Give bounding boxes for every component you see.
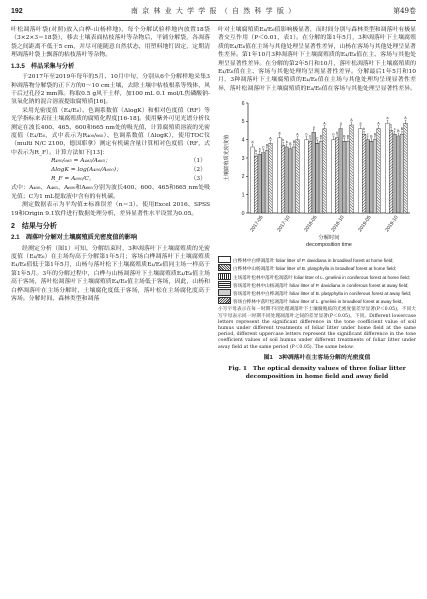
significance-label: a <box>386 116 389 121</box>
equation-3 <box>11 175 210 184</box>
equation-3-number: （3） <box>190 176 206 183</box>
paragraph-equation-terms: 式中：A₄₀₀、A₄₆₅、A₆₀₀和A₆₆₅分别为波长400、600、465和665 nm处吸光值；C为1 mL提取液中含有的有机碳。 <box>11 185 210 200</box>
significance-label: b <box>363 127 366 132</box>
bar <box>343 142 347 214</box>
bar <box>296 140 300 213</box>
running-header <box>11 6 416 17</box>
legend-item-2: 白桦林中山杨凋落叶 foliar litter of B. platyphylla in broadleaf forest at home field; <box>218 264 416 272</box>
significance-label: B <box>370 134 373 139</box>
legend-swatch-6 <box>218 297 231 304</box>
equation-2-body: ΔlogK = log(A₄₀₀/A₆₀₀)； <box>51 167 122 174</box>
bar <box>377 129 381 213</box>
legend-swatch-2 <box>218 264 231 271</box>
significance-label: A <box>323 121 326 126</box>
x-tick-label: 2018-05 <box>303 214 319 234</box>
figure-1-caption-en: Fig. 1 The optical density values of three foliar litter decomposition in home field and away field <box>228 364 406 380</box>
figure-1-note: 小写字母表示在每一时期不同处理凋落叶下土壤腐殖质的光密度值差异显著(P＜0.05)，不同大写字母表示同一时期不同处理凋落叶之间的差异显著(P＜0.05)。下同。Different lowercase letters represent the significant difference in the tone coefficient value of soil humus under different treatments of foliar litter under home field at the same period, different uppercase letters represent the significant difference in the tone coefficient values of soil humus under different treatments of foliar litter under away field at the same period (P＜0.05). The same below. <box>218 307 416 350</box>
significance-label: b <box>390 123 393 128</box>
equation-2 <box>11 166 210 175</box>
bar <box>316 144 320 214</box>
significance-label: B <box>292 140 296 145</box>
y-tick-label: 6 <box>241 101 245 108</box>
significance-label: a <box>359 121 362 126</box>
significance-label: A <box>377 121 380 126</box>
significance-label: b <box>332 132 335 137</box>
bar <box>251 147 258 213</box>
y-axis-label: 土壤腐殖质光密度值 <box>224 134 230 182</box>
significance-label: c <box>393 127 396 132</box>
significance-label: B <box>289 142 292 147</box>
x-tick-label: 2019-10 <box>384 214 400 234</box>
legend-swatch-5 <box>218 289 231 296</box>
y-tick-label: 5 <box>241 119 245 126</box>
legend-item-6: 客场白桦林中落叶松凋落叶 foliar litter of L. gmelinii in broadleaf forest at away field。 <box>218 297 416 305</box>
significance-label: a <box>251 140 254 145</box>
bar <box>366 140 370 213</box>
significance-label: c <box>366 132 369 137</box>
significance-label: C <box>315 136 319 141</box>
y-tick-label: 0 <box>241 211 245 218</box>
bar <box>362 134 366 213</box>
bar <box>332 140 336 213</box>
significance-label: b <box>305 132 308 137</box>
significance-label: C <box>261 145 265 150</box>
bar <box>254 156 258 213</box>
significance-label: B <box>373 132 377 137</box>
significance-label: A <box>269 136 272 141</box>
journal-title: 南 京 林 业 大 学 学 报 （ 自 然 科 学 版 ） <box>130 7 297 15</box>
significance-label: b <box>336 131 339 136</box>
bar <box>312 133 316 214</box>
bar <box>258 155 262 214</box>
legend-swatch-3 <box>218 273 231 280</box>
significance-label: A <box>296 132 299 137</box>
bar <box>285 147 289 213</box>
x-axis-label: 分解时间 <box>318 235 340 242</box>
section-heading-2: 2 结果与分析 <box>11 222 57 230</box>
significance-label: a <box>312 125 315 130</box>
figure-1-caption-cn: 图1 3种凋落叶在主客场分解的光密度值 <box>263 354 371 361</box>
equation-1-body: R₄₀₀/₆₆₅ = A₄₆₅/A₆₆₅； <box>51 158 111 165</box>
bar <box>404 123 408 213</box>
x-axis-label: decomposition time <box>306 242 352 249</box>
significance-label: b <box>258 147 261 152</box>
page-number: 192 <box>11 8 23 15</box>
section-heading-2-1: 2.1 凋落叶分解对土壤腐殖质光密度值的影响 <box>11 233 138 241</box>
legend-item-4: 客场落叶松林中山杨凋落叶 foliar litter of P. davidiana in coniferous forest at away field; <box>218 281 416 289</box>
bar <box>346 142 350 214</box>
equation-3-body: R_F = A₆₀₀/C。 <box>51 176 95 183</box>
bar <box>289 149 293 213</box>
bar <box>262 153 266 214</box>
significance-label: B <box>343 134 346 139</box>
significance-label: B <box>319 134 323 139</box>
significance-label: b <box>255 149 258 154</box>
bar <box>397 136 401 213</box>
section-heading-1-3-5: 1.3.5 样品采集与分析 <box>11 62 75 70</box>
significance-label: a <box>339 121 342 126</box>
paragraph-statistics: 测定数据表示为平均值±标准误差（n＝3）。使用Excel 2016、SPSS 19和Origin 9.1软件进行数据处理分析，差异显著性水平设置为0.05。 <box>11 202 210 217</box>
legend-item-5: 客场落叶松林中白桦凋落叶 foliar litter of B. platyphylla in coniferous forest at away field; <box>218 289 416 297</box>
significance-label: B <box>346 134 350 139</box>
bar <box>339 129 343 213</box>
significance-label: A <box>404 116 407 121</box>
header-rule <box>11 20 416 21</box>
bar <box>373 140 377 213</box>
bar <box>319 142 323 214</box>
significance-label: A <box>350 118 353 123</box>
significance-label: B <box>400 127 404 132</box>
bar <box>292 147 296 213</box>
equation-2-number: （2） <box>190 167 206 174</box>
bar <box>269 144 273 214</box>
x-tick-label: 2017-05 <box>249 214 265 234</box>
legend-item-1: 白桦林中白桦凋落叶 foliar litter of P. davidiana in broadleaf forest at home field; <box>218 256 416 264</box>
bar <box>400 134 404 213</box>
x-tick-label: 2019-05 <box>357 214 373 234</box>
figure-1-chart <box>218 95 416 255</box>
bar <box>370 142 374 214</box>
x-tick-label: 2017-10 <box>276 214 292 234</box>
bar <box>308 142 312 214</box>
bar <box>265 151 269 213</box>
right-column <box>218 26 416 381</box>
y-tick-label: 1 <box>241 192 245 199</box>
y-tick-label: 4 <box>241 137 245 144</box>
bar <box>335 138 339 213</box>
volume-label: 第49卷 <box>393 7 416 15</box>
left-column <box>11 26 210 303</box>
legend-item-3: 主场落叶松林中落叶松凋落叶 foliar litter of L. gmelinii in coniferous forest at home field; <box>218 273 416 281</box>
paragraph-results-continued: 叶对土壤腐殖质E₄/E₆值影响极显著，而时间分别与森林类型和凋落叶有极显著交互作用（P＜0.01，表1）。在分解的第1年5月，3种凋落叶下土壤腐殖质的E₄/E₆值在主场与其他处理呈显著性差异，山杨在客场与其他处理呈显著性差异。第1年10月3种凋落叶下土壤腐殖质的E₄/E₆值在主、客场与其他处理呈显著性差异。在分解的第2年5月和10月，落叶松凋落叶下土壤腐殖质的E₄/E₆值在主、客场与其他处理均呈现显著性差异。分解最后1年5月和10月，3种凋落叶下土壤腐殖质的E₄/E₆值在主场与其他处理均呈现显著性差异，落叶松凋落叶下土壤腐殖质的E₄/E₆值在客场与其他处理呈显著性差异。 <box>218 27 416 92</box>
y-tick-label: 2 <box>241 174 245 181</box>
significance-label: b <box>282 138 285 143</box>
significance-label: a <box>278 131 281 136</box>
bar <box>350 125 354 213</box>
significance-label: B <box>265 143 269 148</box>
bar <box>305 140 309 213</box>
significance-label: b <box>285 140 288 145</box>
bar <box>359 127 366 213</box>
paragraph-results-2-1: 经测定分析（图1）可知，分解结束时，3种凋落叶下土壤腐殖质的光密度值（E₄/E₆）在主场均高于分解第1年5月；客场白桦凋落叶下土壤腐殖质E₄/E₆值低于第1年5月，山杨与落叶松下土壤腐殖质E₄/E₆值同主场一样高于第1年5月。3年的分解过程中，白桦与山杨凋落叶下土壤腐殖质E₄/E₆值主场高于客场，落叶松凋落叶下土壤腐殖质E₄/E₆值主场低于客场，因此，山杨和白桦凋落叶在主场分解时，土壤腐化度低于客场，落叶松在主场腐化度高于客场。分解时间、森林类型和凋落 <box>11 245 210 302</box>
bar <box>393 134 397 213</box>
paragraph-optical-indices: 采用光密度值（E₄/E₆）、色调系数值（ΔlogK）和相对色度值（RF）等光学指标来表征土壤腐殖质的腐殖化程度[16-18]。使用紫外可见光谱分析仪测定在波长400、465、600和665 nm处的吸光值，计算腐殖质溶液的光密度值（E₄/E₆，式中表示为R₄₀₀/₆₆₅）、色调系数值（ΔlogK），使用TOC仪（multi N/C 2100，德国耶拿）测定有机碳含量计算相对色度值（RF，式中表示为R_F）。计算方法如下[13]： <box>11 107 210 156</box>
bar <box>281 145 285 213</box>
bar <box>389 131 393 214</box>
significance-label: B <box>397 129 400 134</box>
equation-1 <box>11 157 210 166</box>
bar <box>278 138 285 213</box>
paragraph-sampling: 于2017年至2019年每年的5月、10月中旬，分别从6个分解样地采集3种凋落物分解袋的正下方的0～10 cm土壤，去除土壤中枯枝根系等残体，风干后过孔径2 mm筛。称取0.5 g风干土样，加100 mL 0.1 mol/L焦磷酸钠-氢氧化钠的混合溶液提取腐殖质[16]。 <box>11 74 210 106</box>
optical-density-bar-chart <box>218 95 416 255</box>
figure-1-legend <box>218 256 416 305</box>
legend-swatch-1 <box>218 256 231 263</box>
paragraph-intro: 叶松凋落叶袋(对照)放入白桦-山杨样地)，每个分解试验样地内放置18袋（3×2×3＝18袋），移去土壤表面枯枝落叶等杂物后，平铺分解袋，各凋落袋之间距离不低于5 cm，并尽可能随意自然状态，用塑料地钉固定，定期清理凋落叶袋上飘落的枯枝落叶等杂物。 <box>11 27 210 59</box>
bar <box>386 123 393 213</box>
bar <box>323 129 327 213</box>
x-tick-label: 2018-10 <box>330 214 346 234</box>
equation-1-number: （1） <box>190 158 206 165</box>
significance-label: b <box>309 134 312 139</box>
legend-swatch-4 <box>218 281 231 288</box>
y-tick-label: 3 <box>241 156 245 163</box>
